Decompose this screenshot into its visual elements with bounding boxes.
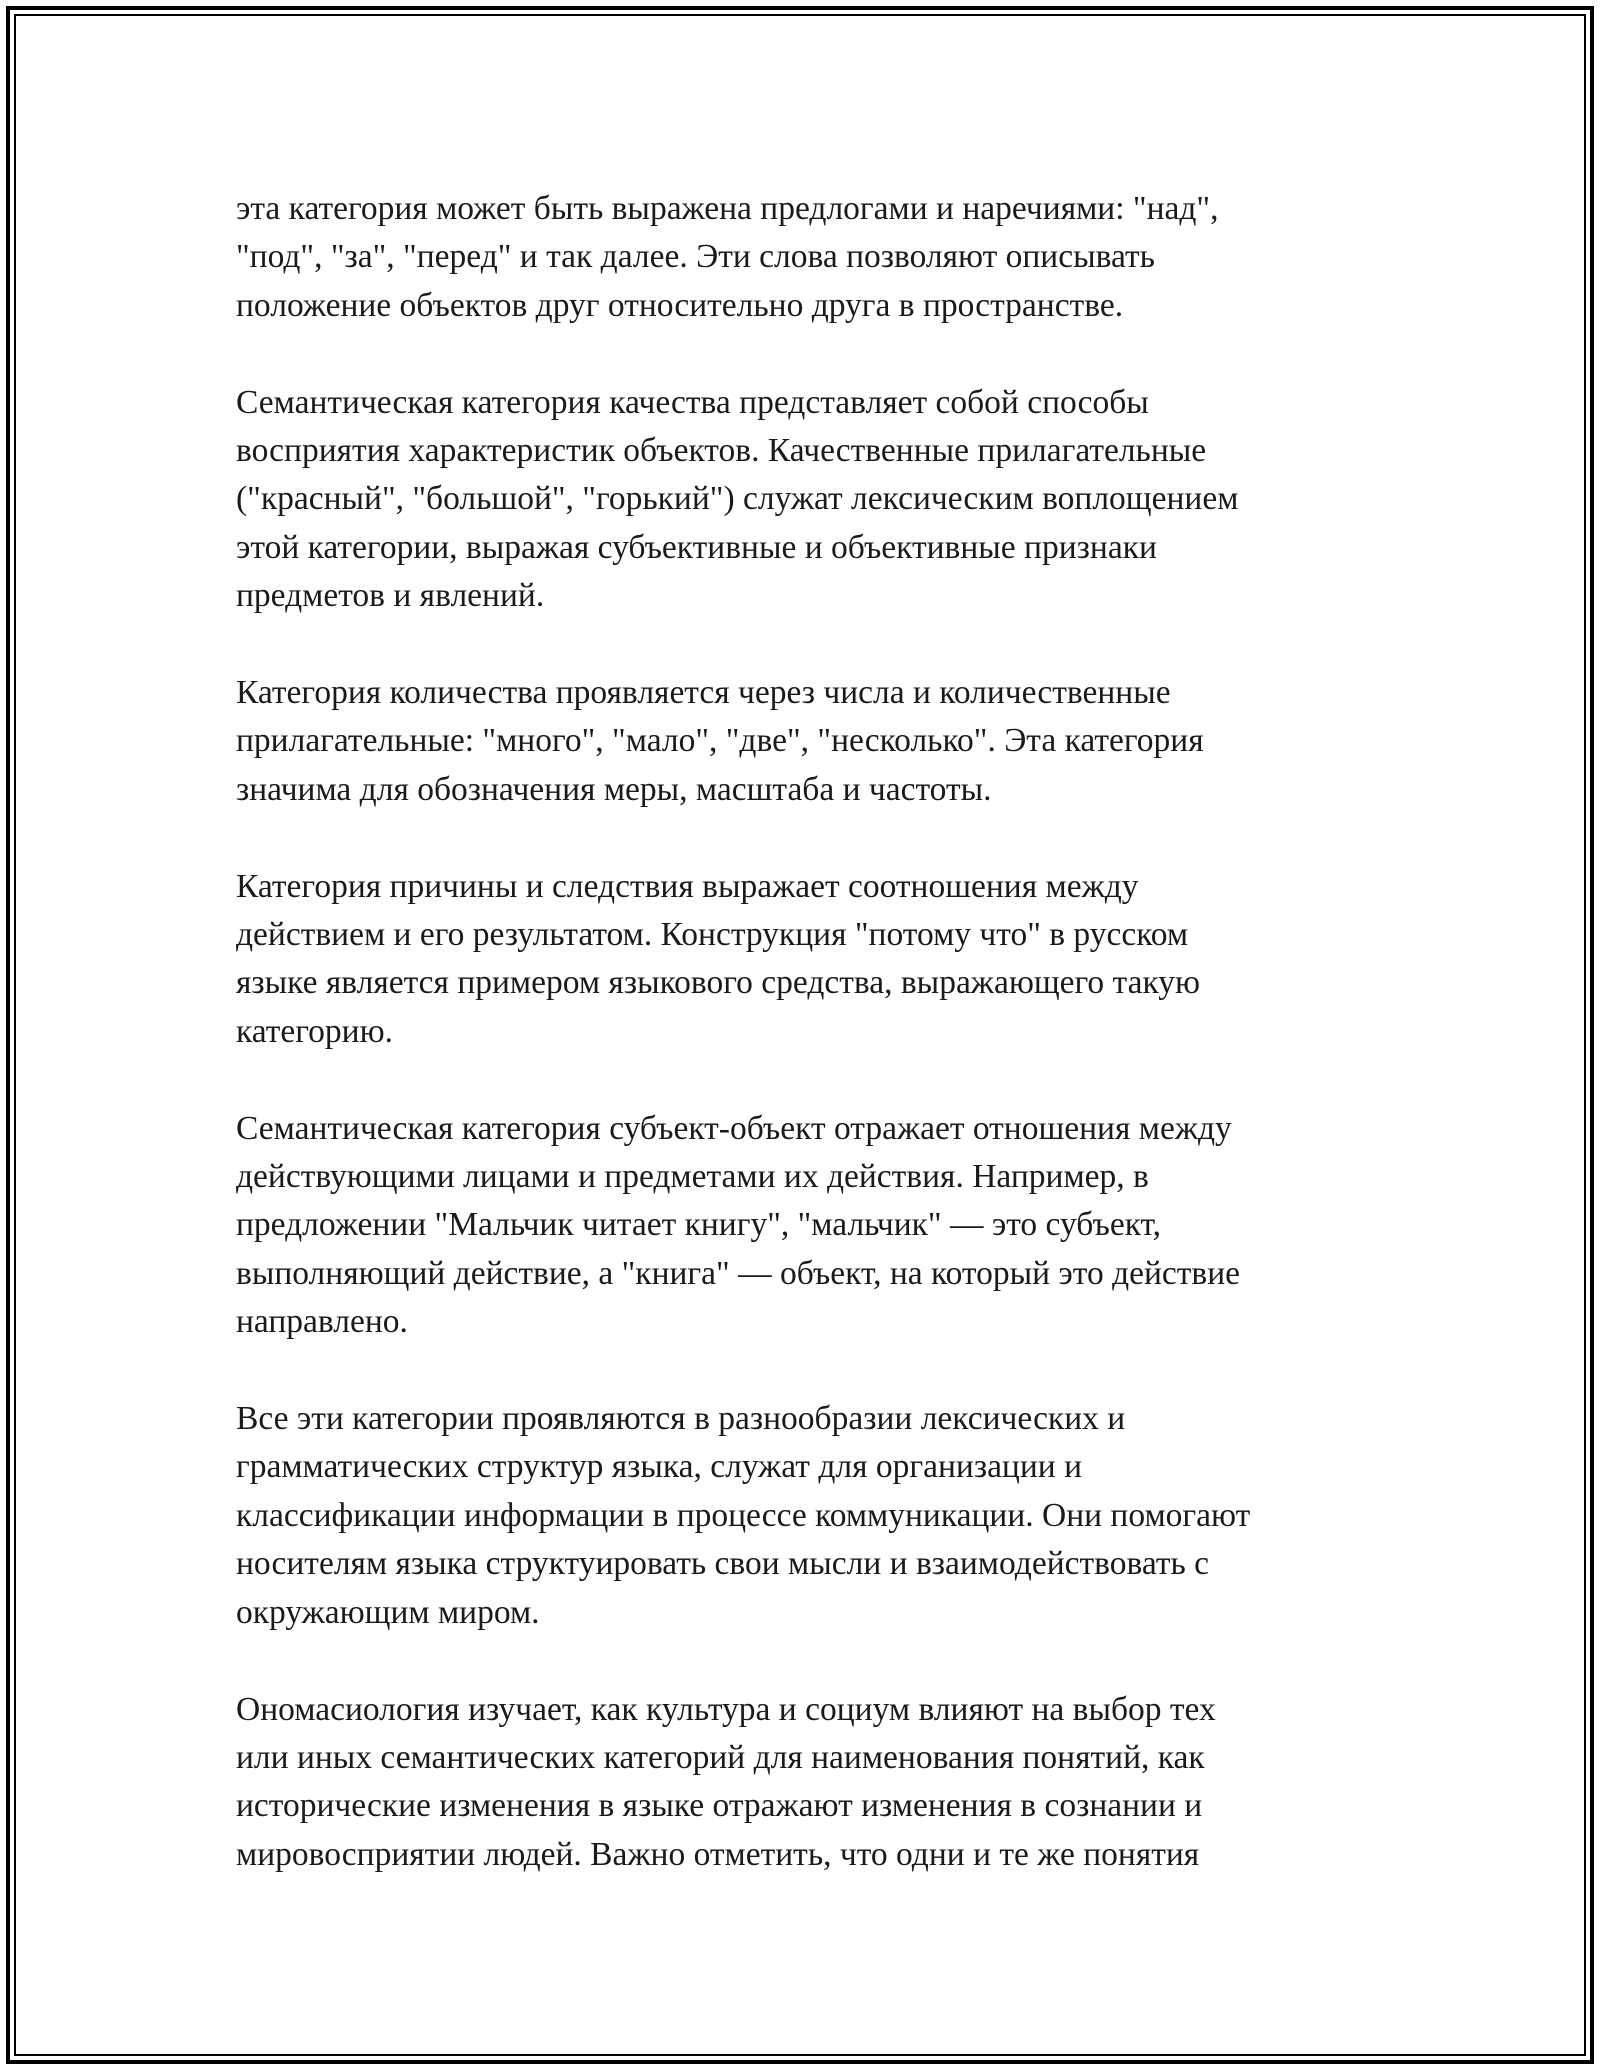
text-line: исторические изменения в языке отражают изменения в сознании и <box>236 1787 1203 1825</box>
text-line: предметов и явлений. <box>236 577 545 615</box>
text-line: направлено. <box>236 1303 408 1341</box>
paragraph-6 <box>236 1395 1366 1637</box>
text-line: прилагательные: "много", "мало", "две", "несколько". Эта категория <box>236 722 1204 760</box>
text-line: Ономасиология изучает, как культура и социум влияют на выбор тех <box>236 1690 1216 1728</box>
text-line: выполняющий действие, а "книга" — объект, на который это действие <box>236 1254 1241 1292</box>
text-line: мировосприятии людей. Важно отметить, что одни и те же понятия <box>236 1835 1200 1873</box>
text-line: грамматических структур языка, служат для организации и <box>236 1448 1083 1486</box>
text-line: действием и его результатом. Конструкция "потому что" в русском <box>236 916 1189 954</box>
text-line: классификации информации в процессе коммуникации. Они помогают <box>236 1496 1251 1534</box>
text-line: носителям языка структуировать свои мысли и взаимодействовать с <box>236 1545 1210 1583</box>
text-line: Семантическая категория субъект-объект отражает отношения между <box>236 1109 1232 1147</box>
text-line: языке является примером языкового средства, выражающего такую <box>236 964 1201 1002</box>
text-line: категорию. <box>236 1012 394 1050</box>
paragraph-5 <box>236 1105 1366 1347</box>
text-line: положение объектов друг относительно друга в пространстве. <box>236 286 1124 324</box>
text-line: эта категория может быть выражена предлогами и наречиями: "над", <box>236 190 1219 227</box>
text-line: значима для обозначения меры, масштаба и частоты. <box>236 770 992 808</box>
document-body <box>236 185 1366 1928</box>
text-line: этой категории, выражая субъективные и объективные признаки <box>236 528 1157 566</box>
text-line: Семантическая категория качества представляет собой способы <box>236 383 1149 421</box>
paragraph-2 <box>236 379 1366 621</box>
text-line: окружающим миром. <box>236 1593 540 1631</box>
text-line: восприятия характеристик объектов. Качественные прилагательные <box>236 432 1207 470</box>
text-line: или иных семантических категорий для наименования понятий, как <box>236 1738 1205 1776</box>
text-line: предложении "Мальчик читает книгу", "мальчик" — это субъект, <box>236 1206 1162 1244</box>
paragraph-1 <box>236 185 1366 330</box>
text-line: действующими лицами и предметами их действия. Например, в <box>236 1158 1149 1196</box>
text-line: "под", "за", "перед" и так далее. Эти слова позволяют описывать <box>236 238 1155 276</box>
text-line: Все эти категории проявляются в разнообразии лексических и <box>236 1400 1126 1438</box>
text-line: Категория количества проявляется через числа и количественные <box>236 674 1171 712</box>
paragraph-3 <box>236 669 1366 814</box>
text-line: ("красный", "большой", "горький") служат лексическим воплощением <box>236 480 1239 518</box>
text-line: Категория причины и следствия выражает соотношения между <box>236 867 1139 905</box>
paragraph-4 <box>236 863 1366 1057</box>
paragraph-7 <box>236 1686 1366 1880</box>
